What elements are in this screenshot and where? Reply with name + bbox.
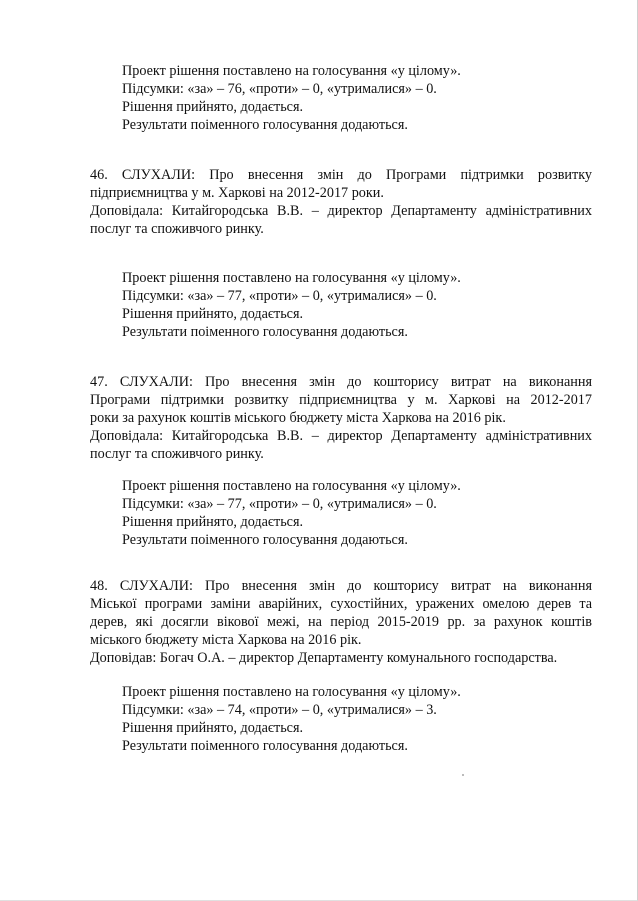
agenda-item-47 xyxy=(90,373,592,463)
heading-line: Програми підтримки розвитку підприємництва у м. Харкові на 2012-2017 xyxy=(90,392,592,408)
vote-totals-line: Підсумки: «за» – 77, «проти» – 0, «утрималися» – 0. xyxy=(122,496,437,512)
roll-call-line: Результати поіменного голосування додаються. xyxy=(122,117,408,133)
vote-totals-line: Підсумки: «за» – 76, «проти» – 0, «утрималися» – 0. xyxy=(122,81,437,97)
decision-line: Рішення прийнято, додається. xyxy=(122,514,304,530)
agenda-item-46 xyxy=(90,166,592,238)
heading-line: Міської програми заміни аварійних, сухостійних, уражених омелою дерев та xyxy=(90,596,592,612)
scan-speck xyxy=(462,774,464,776)
reporter-line: послуг та споживчого ринку. xyxy=(90,221,264,237)
put-to-vote-line: Проект рішення поставлено на голосування «у цілому». xyxy=(122,478,461,494)
heading-line: 46. СЛУХАЛИ: Про внесення змін до Програми підтримки розвитку xyxy=(90,167,592,183)
decision-line: Рішення прийнято, додається. xyxy=(122,720,304,736)
reporter-line: послуг та споживчого ринку. xyxy=(90,446,264,462)
put-to-vote-line: Проект рішення поставлено на голосування «у цілому». xyxy=(122,684,461,700)
heading-line: підприємництва у м. Харкові на 2012-2017 роки. xyxy=(90,185,384,201)
heading-line: міського бюджету міста Харкова на 2016 рік. xyxy=(90,632,362,648)
heading-line: дерев, які досягли вікової межі, на період 2015-2019 рр. за рахунок коштів xyxy=(90,614,592,630)
voting-result-block xyxy=(122,683,592,755)
reporter-line: Доповідала: Китайгородська В.В. – директор Департаменту адміністративних xyxy=(90,428,592,444)
voting-result-block xyxy=(122,269,592,341)
agenda-item-48 xyxy=(90,577,592,667)
heading-line: 48. СЛУХАЛИ: Про внесення змін до кошторису витрат на виконання xyxy=(90,578,592,594)
reporter-line: Доповідала: Китайгородська В.В. – директор Департаменту адміністративних xyxy=(90,203,592,219)
decision-line: Рішення прийнято, додається. xyxy=(122,306,304,322)
heading-line: 47. СЛУХАЛИ: Про внесення змін до кошторису витрат на виконання xyxy=(90,374,592,390)
roll-call-line: Результати поіменного голосування додаються. xyxy=(122,532,408,548)
voting-result-block xyxy=(122,62,592,134)
heading-line: роки за рахунок коштів міського бюджету міста Харкова на 2016 рік. xyxy=(90,410,506,426)
reporter-line: Доповідав: Богач О.А. – директор Департаменту комунального господарства. xyxy=(90,650,558,666)
put-to-vote-line: Проект рішення поставлено на голосування «у цілому». xyxy=(122,63,461,79)
decision-line: Рішення прийнято, додається. xyxy=(122,99,304,115)
vote-totals-line: Підсумки: «за» – 77, «проти» – 0, «утрималися» – 0. xyxy=(122,288,437,304)
put-to-vote-line: Проект рішення поставлено на голосування «у цілому». xyxy=(122,270,461,286)
roll-call-line: Результати поіменного голосування додаються. xyxy=(122,324,408,340)
roll-call-line: Результати поіменного голосування додаються. xyxy=(122,738,408,754)
voting-result-block xyxy=(122,477,592,549)
vote-totals-line: Підсумки: «за» – 74, «проти» – 0, «утрималися» – 3. xyxy=(122,702,437,718)
